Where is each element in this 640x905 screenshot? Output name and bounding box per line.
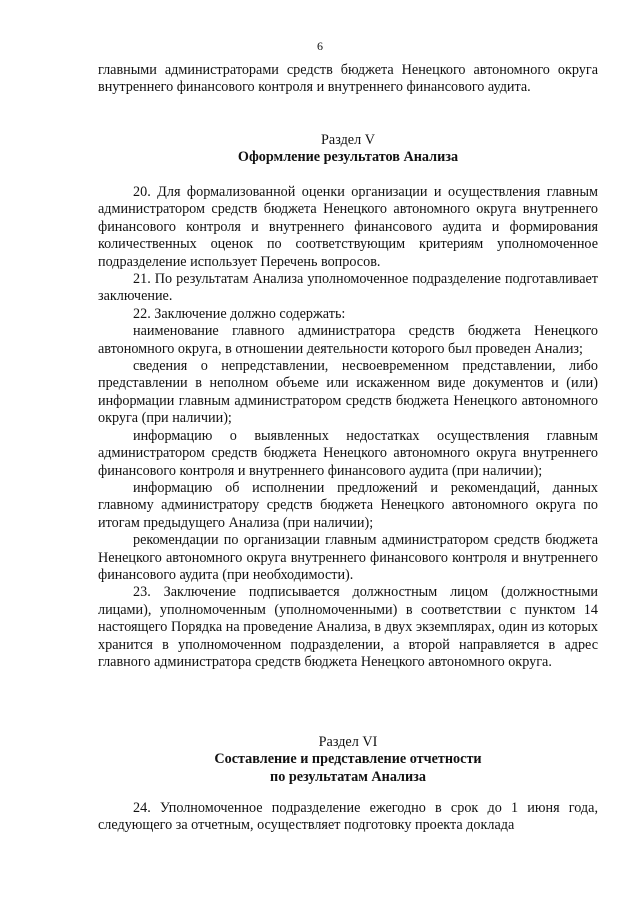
section-6-title-line-1: Составление и представление отчетности — [214, 751, 482, 768]
paragraph-22-item-1: наименование главного администратора средств бюджета Ненецкого автономного округа, в отношении деятельности которого был проведен Анализ; — [98, 323, 598, 357]
section-5-header — [98, 132, 598, 167]
section-6-heading: Раздел VI — [318, 734, 378, 750]
section-5-heading: Раздел V — [321, 132, 375, 148]
paragraph-20: 20. Для формализованной оценки организации и осуществления главным администратором средств бюджета Ненецкого автономного округа внутреннего финансового контроля и внутреннего финансового аудита и формирования количественных оценок по соответствующим критериям уполномоченное подразделение использует Перечень вопросов. — [98, 184, 598, 270]
paragraph-22-item-4: информацию об исполнении предложений и рекомендаций, данных главному администратору средств бюджета Ненецкого автономного округа по итогам предыдущего Анализа (при наличии); — [98, 479, 598, 531]
paragraph-22-item-3: информацию о выявленных недостатках осуществления главным администратором средств бюджета Ненецкого автономного округа внутреннего финансового контроля и внутреннего финансового аудита (при наличии); — [98, 427, 598, 479]
section-5-body — [98, 184, 598, 671]
page-number: 6 — [317, 39, 323, 53]
section-6-body — [98, 800, 598, 835]
section-6-header — [98, 734, 598, 786]
paragraph-22-item-5: рекомендации по организации главным администратором средств бюджета Ненецкого автономного округа внутреннего финансового контроля и внутреннего финансового аудита (при необходимости). — [98, 532, 598, 583]
paragraph-24: 24. Уполномоченное подразделение ежегодно в срок до 1 июня года, следующего за отчетным, осуществляет подготовку проекта доклада — [98, 800, 598, 834]
paragraph-22-item-2: сведения о непредставлении, несвоевременном представлении, либо представлении в неполном объеме или искаженном виде документов и (или) информации главным администратором средств бюджета Ненецкого автономного округа (при наличии); — [98, 358, 598, 427]
intro-paragraph: главными администраторами средств бюджета Ненецкого автономного округа внутреннего финансового контроля и внутреннего финансового аудита. — [98, 62, 598, 96]
paragraph-23: 23. Заключение подписывается должностным лицом (должностными лицами), уполномоченным (уполномоченными) в соответствии с пунктом 14 настоящего Порядка на проведение Анализа, в двух экземплярах, один из которых хранится в уполномоченном подразделении, а второй направляется в адрес главного администратора средств бюджета Ненецкого автономного округа. — [98, 584, 598, 670]
section-6-title-line-2: по результатам Анализа — [270, 768, 426, 785]
section-5-title: Оформление результатов Анализа — [237, 149, 459, 166]
paragraph-21: 21. По результатам Анализа уполномоченное подразделение подготавливает заключение. — [98, 271, 598, 305]
intro-block — [98, 62, 598, 97]
paragraph-22: 22. Заключение должно содержать: — [133, 305, 346, 322]
